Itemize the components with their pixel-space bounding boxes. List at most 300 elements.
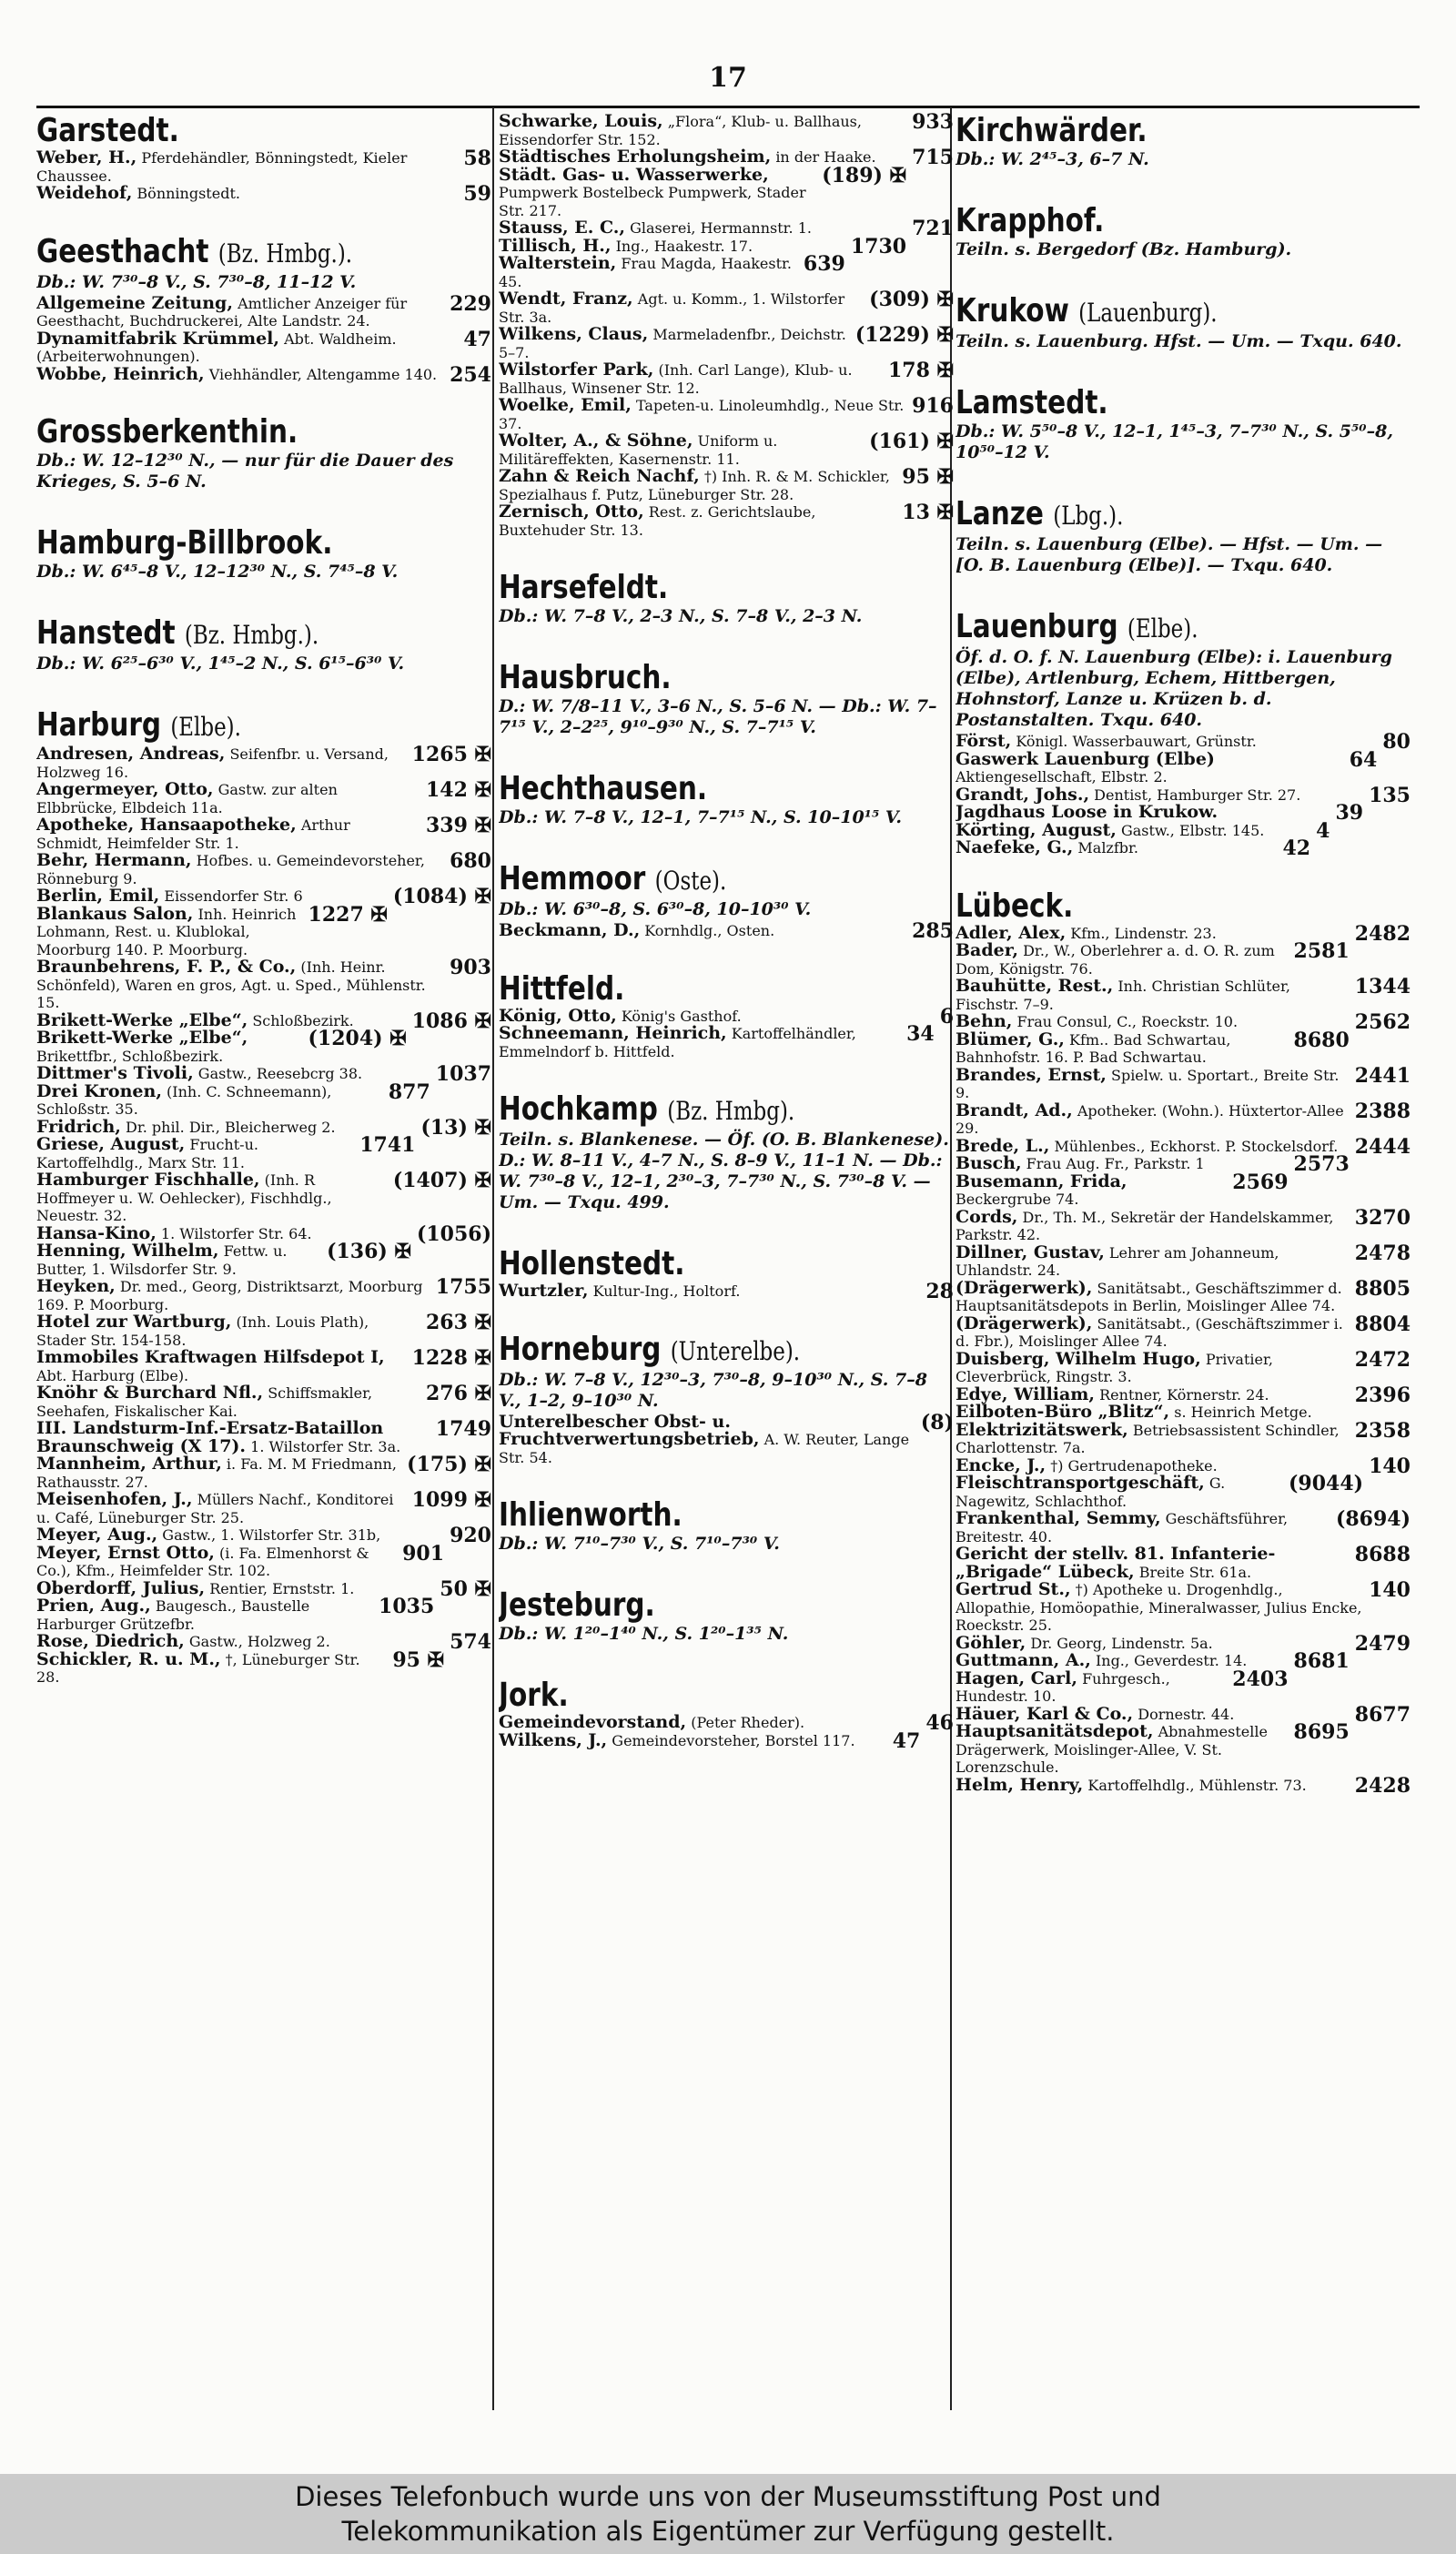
- service-hours: Teiln. s. Blankenese. — Öf. (O. B. Blankenese). D.: W. 8–11 V., 4–7 N., S. 8–9 V., 11–1 N. — Db.: W. 7³⁰–8 V., 12–1, 2³⁰–3, 7–7³⁰ N., S. 7³⁰–8 V. — Um. — Txqu. 499.: [499, 1130, 949, 1212]
- entry-name: Meyer, Ernst Otto,: [36, 1542, 215, 1563]
- directory-entry: [956, 747, 1410, 786]
- directory-entry: [36, 816, 491, 852]
- directory-entry: [956, 1241, 1410, 1280]
- section: [499, 1647, 954, 1753]
- entry-name: (Drägerwerk),: [956, 1312, 1093, 1333]
- entry-details: Abt. Harburg (Elbe).: [36, 1366, 189, 1384]
- service-hours: Db.: W. 7–8 V., 12–1, 7–7¹⁵ N., S. 10–10¹⁵ V.: [499, 807, 902, 827]
- section-title: [499, 861, 872, 899]
- directory-entry: [36, 1242, 491, 1278]
- phone-number: (1084) ✠: [392, 885, 491, 908]
- entry-name: Fridrich,: [36, 1116, 121, 1137]
- entry-details: s. Heinrich Metge.: [1174, 1404, 1312, 1421]
- entry-details: Baugesch., Baustelle Harburger Grützefbr.: [36, 1597, 310, 1633]
- phone-number: 140: [1369, 1578, 1410, 1602]
- entry-name: Walterstein,: [499, 253, 617, 273]
- section: [956, 578, 1410, 860]
- entry-name: Dynamitfabrik Krümmel,: [36, 328, 279, 349]
- entry-details: Hofbes. u. Gemeindevorsteher, Rönneburg 9.: [36, 852, 425, 887]
- phone-number: 2482: [1354, 921, 1410, 946]
- service-hours: Db.: W. 7³⁰–8 V., S. 7³⁰–8, 11–12 V.: [36, 271, 357, 292]
- service-hours: Db.: W. 7–8 V., 2–3 N., S. 7–8 V., 2–3 N.: [499, 606, 863, 626]
- place-name: Krapphof.: [956, 202, 1105, 239]
- phone-number: 80: [1382, 730, 1410, 754]
- place-name: Hausbruch.: [499, 659, 672, 696]
- phone-number: (8): [920, 1410, 954, 1434]
- section-gap: [956, 354, 1410, 385]
- entry-name: Schwarke, Louis,: [499, 113, 663, 131]
- entry-name: Henning, Wilhelm,: [36, 1241, 219, 1261]
- phone-number: 285: [912, 919, 954, 943]
- section: [499, 1301, 954, 1467]
- phone-number: 2441: [1354, 1063, 1410, 1088]
- column-1: [36, 113, 491, 2410]
- phone-number: 135: [1369, 783, 1410, 807]
- entry-details: Geschäftsführer, Breitestr. 40.: [956, 1510, 1289, 1546]
- entry-details: Fettw. u. Butter, 1. Wilsdorfer Str. 9.: [36, 1242, 288, 1278]
- service-hours: Db.: W. 7¹⁰–7³⁰ V., S. 7¹⁰–7³⁰ V.: [499, 1534, 780, 1554]
- directory-entry: [36, 745, 491, 781]
- place-qualifier: (Lauenburg).: [1078, 298, 1218, 328]
- directory-entry: [956, 1507, 1410, 1546]
- service-hours: Db.: W. 12–12³⁰ N., — nur für die Dauer des Krieges, S. 5–6 N.: [36, 451, 454, 492]
- service-hours: Öf. d. O. f. N. Lauenburg (Elbe): i. Lauenburg (Elbe), Artlenburg, Echem, Hittbergen, Hohnstorf, Lanze u. Krüzen b. d. Postanstalten. Txqu. 640.: [956, 647, 1392, 730]
- phone-number: (161) ✠: [869, 430, 954, 453]
- entry-name: Heyken,: [36, 1276, 116, 1296]
- directory-entry: [36, 182, 491, 206]
- entry-name: Grandt, Johs.,: [956, 784, 1090, 805]
- entry-name: Angermeyer, Otto,: [36, 779, 214, 799]
- place-qualifier: (Bz. Hmbg.).: [184, 620, 319, 650]
- entry-name: Wilkens, Claus,: [499, 324, 649, 344]
- directory-entry: [499, 465, 954, 503]
- section-title: [956, 293, 1329, 331]
- phone-number: 2479: [1354, 1631, 1410, 1656]
- phone-number: 2573: [1293, 1152, 1350, 1176]
- directory-entry: [956, 1347, 1410, 1386]
- section: [956, 262, 1410, 352]
- phone-number: 46: [925, 1711, 954, 1735]
- directory-entry: [499, 113, 954, 148]
- directory-entry: [499, 919, 954, 943]
- section-gap: [499, 940, 954, 971]
- entry-details: 1. Wilstorfer Str. 64.: [160, 1224, 312, 1242]
- entry-details: „Flora“, Klub- u. Ballhaus, Eissendorfer Str. 152.: [499, 113, 862, 148]
- entry-details: (i. Fa. Elmenhorst & Co.), Kfm., Heimfelder Str. 102.: [36, 1544, 369, 1579]
- entry-name: Häuer, Karl & Co.,: [956, 1703, 1134, 1724]
- phone-number: (1056): [416, 1221, 491, 1246]
- place-qualifier: (Elbe).: [170, 712, 241, 742]
- place-name: Grossberkenthin.: [36, 413, 298, 451]
- entry-details: i. Fa. M. M Friedmann, Rathausstr. 27.: [36, 1455, 397, 1491]
- entry-name: Dittmer's Tivoli,: [36, 1063, 194, 1083]
- phone-number: 2403: [1232, 1667, 1289, 1691]
- directory-entry: [36, 1029, 491, 1065]
- directory-entry: [36, 291, 491, 330]
- entry-details: Ing., Haakestr. 17.: [615, 237, 753, 255]
- phone-number: 59: [463, 182, 491, 206]
- phone-number: (1407) ✠: [392, 1169, 491, 1192]
- entry-details: Ing., Geverdestr. 14.: [1095, 1652, 1248, 1669]
- entry-name: Hagen, Carl,: [956, 1667, 1077, 1688]
- phone-number: 58: [463, 147, 491, 170]
- entry-details: Schloßbezirk.: [252, 1011, 354, 1029]
- entry-details: Kfm.. Bad Schwartau, Bahnhofstr. 16. P. Bad Schwartau.: [956, 1030, 1231, 1066]
- entry-details: Gastw., Holzweg 2.: [188, 1633, 330, 1650]
- entry-details: A. W. Reuter, Lange Str. 54.: [499, 1431, 910, 1466]
- entry-name: Mannheim, Arthur,: [36, 1454, 222, 1474]
- phone-number: 901: [402, 1541, 445, 1566]
- entry-details: Abnahmestelle Drägerwerk, Moislinger-Allee, V. St. Lorenzschule.: [956, 1723, 1268, 1776]
- place-name: Lübeck.: [956, 887, 1074, 925]
- entry-details: Königl. Wasserbauwart, Grünstr.: [1016, 733, 1257, 750]
- entry-details: Arthur Schmidt, Heimfelder Str. 1.: [36, 816, 350, 852]
- entry-details: Gastw., Reesebcrg 38.: [197, 1065, 363, 1082]
- entry-details: Viehhändler, Altengamme 140.: [208, 365, 438, 383]
- entry-name: Bauhütte, Rest.,: [956, 976, 1114, 996]
- page-number: 17: [709, 62, 747, 94]
- entry-name: Woelke, Emil,: [499, 395, 632, 415]
- section-gap: [36, 383, 491, 414]
- entry-name: Wilstorfer Park,: [499, 360, 654, 380]
- directory-entry: [956, 1418, 1410, 1457]
- phone-number: 2581: [1293, 939, 1350, 963]
- directory-entry: [36, 1488, 491, 1526]
- section-gap: [499, 629, 954, 660]
- phone-number: (13) ✠: [420, 1115, 491, 1140]
- service-hours: Teiln. s. Lauenburg (Elbe). — Hfst. — Um. — [O. B. Lauenburg (Elbe)]. — Txqu. 640.: [956, 534, 1383, 575]
- entry-name: Hotel zur Wartburg,: [36, 1312, 232, 1332]
- directory-entry: [499, 394, 954, 432]
- phone-number: 47: [892, 1728, 921, 1753]
- entry-name: Unterelbescher Obst- u. Fruchtverwertungsbetrieb,: [499, 1411, 760, 1449]
- phone-number: 877: [388, 1079, 430, 1104]
- entry-details: Betriebsassistent Schindler, Charlottenstr. 7a.: [956, 1421, 1340, 1456]
- section-title: [499, 1497, 872, 1534]
- entry-details: Rentier, Ernststr. 1.: [209, 1579, 355, 1597]
- section-gap: [499, 1215, 954, 1246]
- header-rule: [36, 106, 1420, 108]
- entry-details: Rest. z. Gerichtslaube, Buxtehuder Str. 13.: [499, 503, 816, 539]
- place-name: Hittfeld.: [499, 969, 625, 1008]
- directory-entry: [36, 362, 491, 387]
- entry-name: König, Otto,: [499, 1005, 617, 1026]
- place-name: Horneburg: [499, 1330, 662, 1368]
- section-gap: [499, 1060, 954, 1091]
- phone-number: (8694): [1335, 1507, 1410, 1531]
- section: [499, 1060, 954, 1213]
- phone-number: 933: [912, 113, 954, 134]
- directory-entry: [36, 1171, 491, 1225]
- entry-name: Eilboten-Büro „Blitz“,: [956, 1402, 1170, 1422]
- directory-entry: [956, 1276, 1410, 1315]
- entry-details: Agt. u. Komm., 1. Wilstorfer Str. 3a.: [499, 290, 845, 326]
- phone-number: 50 ✠: [440, 1576, 491, 1601]
- entry-name: Apotheke, Hansaapotheke,: [36, 815, 297, 835]
- section: [499, 539, 954, 627]
- entry-details: Privatier, Cleverbrück, Ringstr. 3.: [956, 1350, 1273, 1385]
- section: [36, 676, 491, 1687]
- phone-number: 721: [912, 217, 954, 240]
- entry-name: Gemeindevorstand,: [499, 1712, 687, 1732]
- entry-name: Duisberg, Wilhelm Hugo,: [956, 1348, 1201, 1369]
- entry-details: (Inh. R Hoffmeyer u. W. Oehlecker), Fischhdlg., Neuestr. 32.: [36, 1171, 332, 1224]
- entry-details: Kultur-Ing., Holtorf.: [592, 1282, 741, 1300]
- directory-entry: [956, 1099, 1410, 1138]
- directory-entry: [499, 503, 954, 539]
- section: [956, 354, 1410, 463]
- entry-details: Dornestr. 44.: [1138, 1705, 1235, 1723]
- phone-number: 916: [912, 394, 954, 418]
- entry-details: (Inh. C. Schneemann), Schloßstr. 35.: [36, 1082, 332, 1118]
- section-title: [36, 525, 410, 562]
- entry-name: Hansa-Kino,: [36, 1222, 157, 1243]
- entry-name: Gaswerk Lauenburg (Elbe): [956, 748, 1215, 769]
- phone-number: 2396: [1354, 1383, 1410, 1407]
- column-divider: [492, 107, 494, 2410]
- entry-details: Frau Consul, C., Roeckstr. 10.: [1016, 1013, 1239, 1030]
- entry-name: Encke, J.,: [956, 1454, 1046, 1475]
- entry-details: Inh. Christian Schlüter, Fischstr. 7–9.: [956, 978, 1290, 1013]
- directory-entry: [499, 361, 954, 397]
- phone-number: (9044): [1289, 1472, 1364, 1495]
- entry-name: Drei Kronen,: [36, 1080, 162, 1101]
- service-hours: Db.: W. 6²⁵–6³⁰ V., 1⁴⁵–2 N., S. 6¹⁵–6³⁰ V.: [36, 654, 405, 674]
- phone-number: 263 ✠: [425, 1311, 491, 1334]
- phone-number: 229: [450, 291, 491, 316]
- place-name: Harsefeldt.: [499, 569, 669, 606]
- phone-number: 8805: [1354, 1276, 1410, 1301]
- service-hours: Teiln. s. Bergedorf (Bz. Hamburg).: [956, 239, 1292, 259]
- place-name: Lamstedt.: [956, 384, 1108, 421]
- entry-name: Brandes, Ernst,: [956, 1064, 1107, 1085]
- entry-name: Gertrud St.,: [956, 1579, 1071, 1599]
- phone-number: 1755: [435, 1275, 491, 1299]
- entry-name: Först,: [956, 731, 1012, 751]
- phone-number: 2478: [1354, 1241, 1410, 1265]
- section-title: [36, 707, 410, 745]
- section-title: [499, 971, 872, 1008]
- phone-number: 1741: [359, 1133, 416, 1157]
- service-hours: Db.: W. 5⁵⁰–8 V., 12–1, 1⁴⁵–3, 7–7³⁰ N., S. 5⁵⁰–8, 10⁵⁰–12 V.: [956, 421, 1393, 462]
- entry-name: III. Landsturm-Inf.-Ersatz-Bataillon Braunschweig (X 17).: [36, 1418, 384, 1456]
- section-gap: [499, 1466, 954, 1497]
- entry-name: Städt. Gas- u. Wasserwerke,: [499, 164, 769, 185]
- entry-details: Dentist, Hamburger Str. 27.: [1094, 785, 1301, 804]
- entry-name: Prien, Aug.,: [36, 1596, 151, 1616]
- column-3: [956, 113, 1410, 2410]
- entry-details: 1. Wilstorfer Str. 3a.: [250, 1437, 401, 1455]
- entry-details: Sanitätsabt., (Geschäftszimmer i. d. Fbr.), Moislinger Allee 74.: [956, 1314, 1343, 1350]
- place-name: Hollenstedt.: [499, 1245, 685, 1282]
- phone-number: 2388: [1354, 1099, 1410, 1123]
- phone-number: (1204) ✠: [308, 1027, 407, 1050]
- section-gap: [956, 578, 1410, 609]
- entry-details: Seifenfbr. u. Versand, Holzweg 16.: [36, 745, 389, 781]
- section: [36, 383, 491, 492]
- entry-details: Dr. phil. Dir., Bleicherweg 2.: [126, 1118, 336, 1136]
- phone-number: 1344: [1354, 975, 1410, 998]
- phone-number: 920: [450, 1524, 491, 1547]
- section-gap: [36, 584, 491, 615]
- entry-details: König's Gasthof.: [621, 1007, 742, 1025]
- phone-number: 1265 ✠: [411, 743, 491, 766]
- phone-number: 8695: [1293, 1720, 1350, 1744]
- entry-name: Oberdorff, Julius,: [36, 1577, 206, 1598]
- section-gap: [956, 172, 1410, 203]
- directory-entry: [956, 975, 1410, 1013]
- directory-entry: [499, 290, 954, 326]
- service-hours: Db.: W. 6⁴⁵–8 V., 12–12³⁰ N., S. 7⁴⁵–8 V.: [36, 562, 399, 582]
- phone-number: 8688: [1354, 1543, 1410, 1566]
- place-name: Kirchwärder.: [956, 113, 1148, 149]
- section-title: [956, 203, 1329, 239]
- entry-name: Cords,: [956, 1206, 1018, 1227]
- phone-number: 95 ✠: [392, 1647, 445, 1672]
- entry-name: Hamburger Fischhalle,: [36, 1170, 260, 1190]
- phone-number: 715: [912, 146, 954, 169]
- directory-entry: [956, 1028, 1410, 1067]
- entry-name: Wurtzler,: [499, 1281, 589, 1301]
- section: [499, 940, 954, 1061]
- place-qualifier: (Bz. Hmbg).: [667, 1096, 795, 1126]
- entry-name: Adler, Alex,: [956, 922, 1067, 943]
- directory-entry: [36, 1133, 491, 1171]
- section-gap: [36, 676, 491, 707]
- entry-name: Gericht der stellv. 81. Infanterie-„Brigade“ Lübeck,: [956, 1544, 1276, 1582]
- place-qualifier: (Elbe).: [1127, 613, 1198, 644]
- entry-name: Göhler,: [956, 1632, 1026, 1653]
- phone-number: 178 ✠: [887, 359, 954, 382]
- entry-details: Abt. Waldheim. (Arbeiterwohnungen).: [36, 329, 397, 365]
- entry-name: Behn,: [956, 1011, 1013, 1031]
- entry-details: G. Nagewitz, Schlachthof.: [956, 1475, 1226, 1510]
- entry-details: Frau Aug. Fr., Parkstr. 1: [1026, 1155, 1205, 1172]
- phone-number: 254: [450, 362, 491, 387]
- phone-number: 64: [1349, 747, 1378, 772]
- entry-name: Zahn & Reich Nachf,: [499, 466, 700, 486]
- phone-number: 2569: [1232, 1170, 1289, 1194]
- entry-details: Marmeladenfbr., Deichstr. 5–7.: [499, 326, 846, 361]
- phone-number: 39: [1335, 801, 1364, 825]
- phone-number: 42: [1282, 836, 1311, 860]
- section: [499, 1556, 954, 1645]
- section: [956, 465, 1410, 576]
- entry-name: Frankenthal, Semmy,: [956, 1508, 1161, 1528]
- entry-details: Pferdehändler, Bönningstedt, Kieler Chaussee.: [36, 149, 408, 185]
- section-gap: [956, 465, 1410, 496]
- entry-details: (Inh. Louis Plath), Stader Str. 154-158.: [36, 1313, 369, 1349]
- directory-entry: [36, 958, 491, 1012]
- place-qualifier: (Bz. Hmbg.).: [217, 238, 353, 269]
- entry-details: in der Haake.: [775, 148, 876, 166]
- entry-details: Gastw. zur alten Elbbrücke, Elbdeich 11a.: [36, 781, 338, 816]
- phone-number: 680: [450, 849, 491, 873]
- entry-name: Städtisches Erholungsheim,: [499, 147, 772, 167]
- directory-entry: [499, 1282, 954, 1301]
- entry-details: Fuhrgesch., Hundestr. 10.: [956, 1669, 1170, 1705]
- entry-name: Weber, H.,: [36, 147, 137, 167]
- directory-entry: [956, 1472, 1410, 1510]
- service-hours: Teiln. s. Lauenburg. Hfst. — Um. — Txqu. 640.: [956, 331, 1402, 351]
- directory-entry: [36, 1647, 491, 1687]
- entry-details: Breite Str. 61a.: [1138, 1563, 1252, 1581]
- phone-number: 140: [1369, 1454, 1410, 1478]
- entry-details: Müllers Nachf., Konditorei u. Café, Lüneburger Str. 25.: [36, 1491, 394, 1526]
- entry-details: Dr. med., Georg, Distriktsarzt, Moorburg 169. P. Moorburg.: [36, 1278, 423, 1313]
- phone-number: 2444: [1354, 1134, 1410, 1159]
- directory-entry: [956, 1720, 1410, 1777]
- place-name: Jork.: [499, 1677, 569, 1714]
- entry-details: Apotheker. (Wohn.). Hüxtertor-Allee 29.: [956, 1101, 1344, 1137]
- place-name: Garstedt.: [36, 113, 179, 149]
- phone-number: 2562: [1354, 1010, 1410, 1034]
- phone-number: 339 ✠: [425, 814, 491, 837]
- directory-entry: [956, 836, 1410, 860]
- phone-number: 1228 ✠: [411, 1346, 491, 1370]
- phone-number: (189) ✠: [822, 163, 907, 187]
- service-hours: Db.: W. 2⁴⁵–3, 6–7 N.: [956, 149, 1149, 169]
- footer-banner: [0, 2474, 1456, 2554]
- section-title: [956, 496, 1329, 534]
- section-title: [36, 113, 410, 149]
- section-gap: [956, 262, 1410, 293]
- section-gap: [499, 1647, 954, 1677]
- entry-name: Fleischtransportgeschäft,: [956, 1473, 1205, 1493]
- entry-details: Bönningstedt.: [136, 185, 240, 202]
- section-title: [499, 1091, 872, 1130]
- entry-name: Naefeke, G.,: [956, 837, 1074, 857]
- place-name: Hamburg-Billbrook.: [36, 524, 333, 562]
- section-gap: [499, 830, 954, 861]
- entry-name: (Drägerwerk),: [956, 1277, 1093, 1298]
- entry-details: (Peter Rheder).: [691, 1714, 805, 1731]
- directory-entry: [36, 1275, 491, 1313]
- entry-details: Kornhdlg., Osten.: [644, 922, 775, 939]
- section-title: [499, 660, 872, 696]
- section: [499, 740, 954, 828]
- entry-name: Wobbe, Heinrich,: [36, 363, 205, 384]
- place-name: Jesteburg.: [499, 1586, 655, 1624]
- entry-details: (Inh. Heinr. Schönfeld), Waren en gros, Agt. u. Sped., Mühlenstr. 15.: [36, 958, 426, 1011]
- entry-name: Zernisch, Otto,: [499, 502, 644, 522]
- entry-name: Andresen, Andreas,: [36, 744, 226, 764]
- directory-entry: [499, 163, 954, 220]
- section-gap: [956, 857, 1410, 888]
- section: [36, 494, 491, 583]
- service-hours: Db.: W. 1²⁰–1⁴⁰ N., S. 1²⁰–1³⁵ N.: [499, 1624, 789, 1644]
- entry-name: Schickler, R. u. M.,: [36, 1648, 221, 1669]
- phone-number: 1227 ✠: [308, 902, 388, 927]
- section-gap: [36, 203, 491, 234]
- entry-details: †) Gertrudenapotheke.: [1050, 1456, 1218, 1475]
- entry-details: Pumpwerk Bostelbeck Pumpwerk, Stader Str. 217.: [499, 184, 806, 219]
- entry-details: Glaserei, Hermannstr. 1.: [630, 219, 812, 237]
- place-name: Krukow: [956, 292, 1069, 329]
- entry-details: Kartoffelhändler, Emmelndorf b. Hittfeld.: [499, 1025, 856, 1060]
- entry-name: Brandt, Ad.,: [956, 1100, 1073, 1120]
- service-hours: Db.: W. 7–8 V., 12³⁰–3, 7³⁰–8, 9–10³⁰ N., S. 7–8 V., 1–2, 9–10³⁰ N.: [499, 1369, 927, 1411]
- service-hours: D.: W. 7/8–11 V., 3–6 N., S. 5–6 N. — Db.: W. 7–7¹⁵ V., 2–2²⁵, 9¹⁰–9³⁰ N., S. 7–7¹⁵ V.: [499, 696, 937, 737]
- directory-entry: [956, 1543, 1410, 1582]
- entry-details: Rentner, Körnerstr. 24.: [1099, 1385, 1269, 1404]
- section-title: [499, 1677, 872, 1714]
- entry-name: Tillisch, H.,: [499, 235, 612, 256]
- phone-number: 8681: [1293, 1649, 1350, 1673]
- section-gap: [36, 494, 491, 525]
- directory-entry: [36, 778, 491, 816]
- entry-name: Braunbehrens, F. P., & Co.,: [36, 957, 297, 977]
